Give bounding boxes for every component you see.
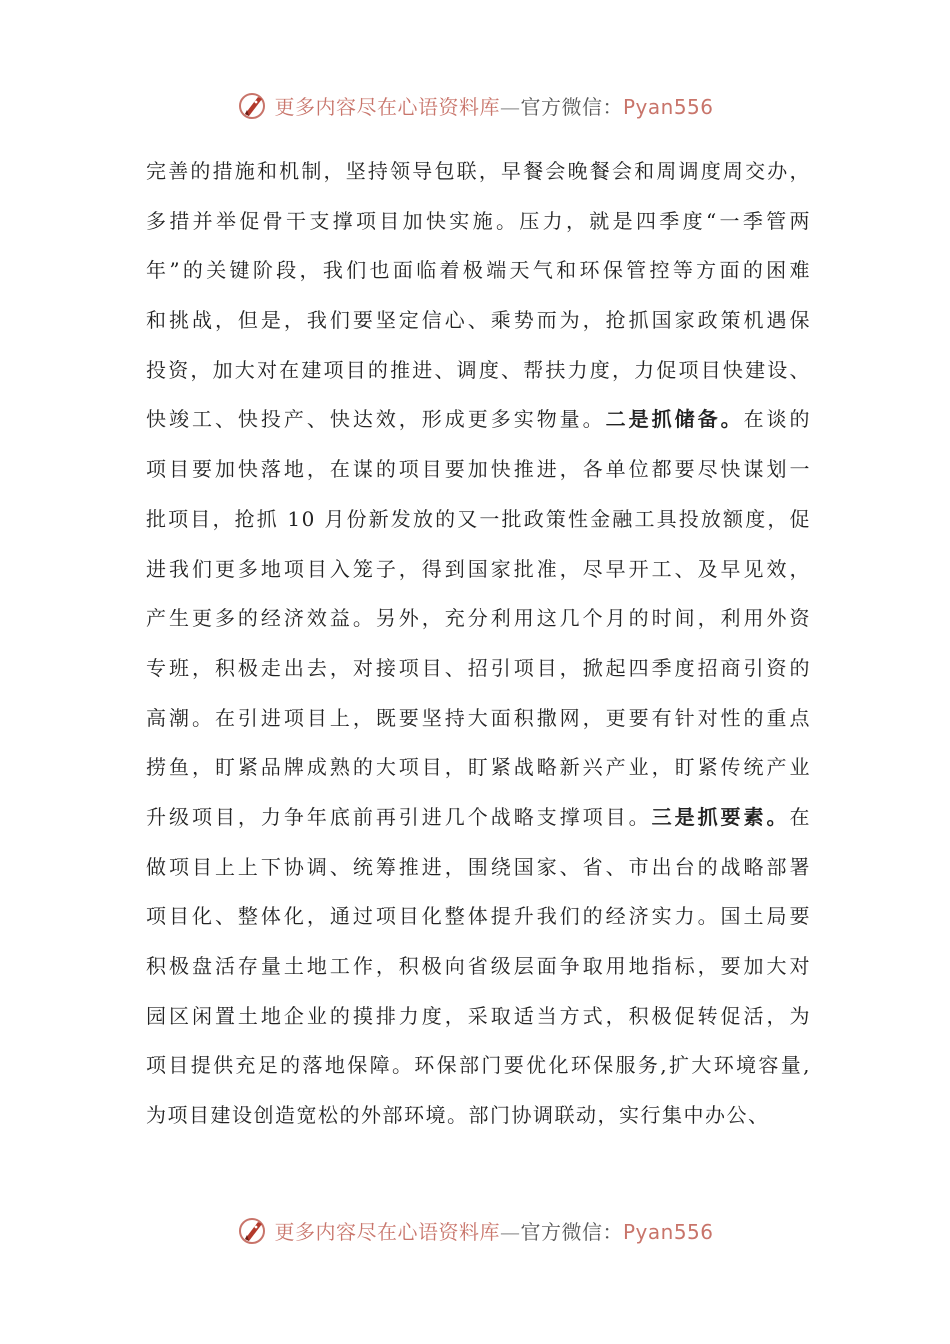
text-segment: 项目要加快落地，在谋的项目要加快推进，各单位都要尽快谋划一 (146, 457, 811, 482)
banner-wechat-id: Pyan556 (622, 1219, 714, 1244)
document-body (146, 147, 811, 1141)
text-line (146, 246, 811, 296)
text-line (146, 743, 811, 793)
text-segment: 完善的措施和机制，坚持领导包联，早餐会晚餐会和周调度周交办， (146, 159, 811, 183)
text-segment: 进我们更多地项目入笼子，得到国家批准，尽早开工、及早见效， (146, 556, 811, 581)
banner-wechat-label: 官方微信： (520, 1219, 623, 1244)
text-segment: 做项目上上下协调、统筹推进，围绕国家、省、市出台的战略部署 (146, 854, 811, 879)
text-line (146, 843, 811, 893)
text-segment: 为项目建设创造宽松的外部环境。部门协调联动，实行集中办公、 (146, 1103, 770, 1128)
text-segment: 批项目，抢抓 10 月份新发放的又一批政策性金融工具投放额度，促 (146, 506, 811, 531)
bold-heading: 三是抓要素。 (651, 804, 790, 829)
text-line (146, 1091, 811, 1141)
text-line (146, 495, 811, 545)
text-line (146, 296, 811, 346)
text-line (146, 594, 811, 644)
text-segment: 积极盘活存量土地工作，积极向省级层面争取用地指标，要加大对 (146, 954, 811, 978)
text-segment: 在谈的 (743, 407, 811, 432)
text-line (146, 445, 811, 495)
footer-banner (0, 1210, 950, 1250)
header-banner (0, 85, 950, 125)
text-line (146, 694, 811, 744)
text-line (146, 1041, 811, 1091)
banner-text (274, 91, 713, 120)
banner-dash: — (499, 1219, 521, 1244)
text-segment: 项目提供充足的落地保障。环保部门要优化环保服务,扩大环境容量, (146, 1053, 811, 1078)
text-segment: 快竣工、快投产、快达效，形成更多实物量。 (146, 407, 606, 432)
banner-wechat-label: 官方微信： (520, 94, 623, 119)
text-segment: 捞鱼，盯紧品牌成熟的大项目，盯紧战略新兴产业，盯紧传统产业 (146, 755, 811, 780)
banner-text (274, 1216, 713, 1245)
text-line (146, 793, 811, 843)
pen-nib-circle-icon (236, 1214, 268, 1246)
banner-wechat-id: Pyan556 (622, 94, 714, 119)
text-segment: 和挑战，但是，我们要坚定信心、乘势而为，抢抓国家政策机遇保 (146, 308, 811, 333)
text-segment: 项目化、整体化，通过项目化整体提升我们的经济实力。国土局要 (146, 904, 811, 929)
banner-main-text: 更多内容尽在心语资料库 (274, 1219, 500, 1244)
text-segment: 在 (789, 804, 811, 829)
text-segment: 高潮。在引进项目上，既要坚持大面积撒网，更要有针对性的重点 (146, 705, 811, 730)
text-segment: 产生更多的经济效益。另外，充分利用这几个月的时间，利用外资 (146, 606, 811, 631)
text-segment: 园区闲置土地企业的摸排力度，采取适当方式，积极促转促活，为 (146, 1003, 811, 1028)
text-line (146, 395, 811, 445)
text-line (146, 892, 811, 942)
text-line (146, 197, 811, 247)
text-line (146, 992, 811, 1042)
text-segment: 年”的关键阶段，我们也面临着极端天气和环保管控等方面的困难 (146, 258, 811, 283)
text-line (146, 644, 811, 694)
text-line (146, 147, 811, 197)
banner-main-text: 更多内容尽在心语资料库 (274, 94, 500, 119)
text-segment: 多措并举促骨干支撑项目加快实施。压力，就是四季度“一季管两 (146, 208, 811, 233)
text-line (146, 346, 811, 396)
text-line (146, 545, 811, 595)
pen-nib-circle-icon (236, 89, 268, 121)
text-segment: 投资，加大对在建项目的推进、调度、帮扶力度，力促项目快建设、 (146, 357, 811, 382)
text-segment: 升级项目，力争年底前再引进几个战略支撑项目。 (146, 804, 652, 829)
text-line (146, 942, 811, 992)
banner-dash: — (499, 94, 521, 119)
text-segment: 专班，积极走出去，对接项目、招引项目，掀起四季度招商引资的 (146, 655, 811, 680)
bold-heading: 二是抓储备。 (605, 407, 744, 432)
